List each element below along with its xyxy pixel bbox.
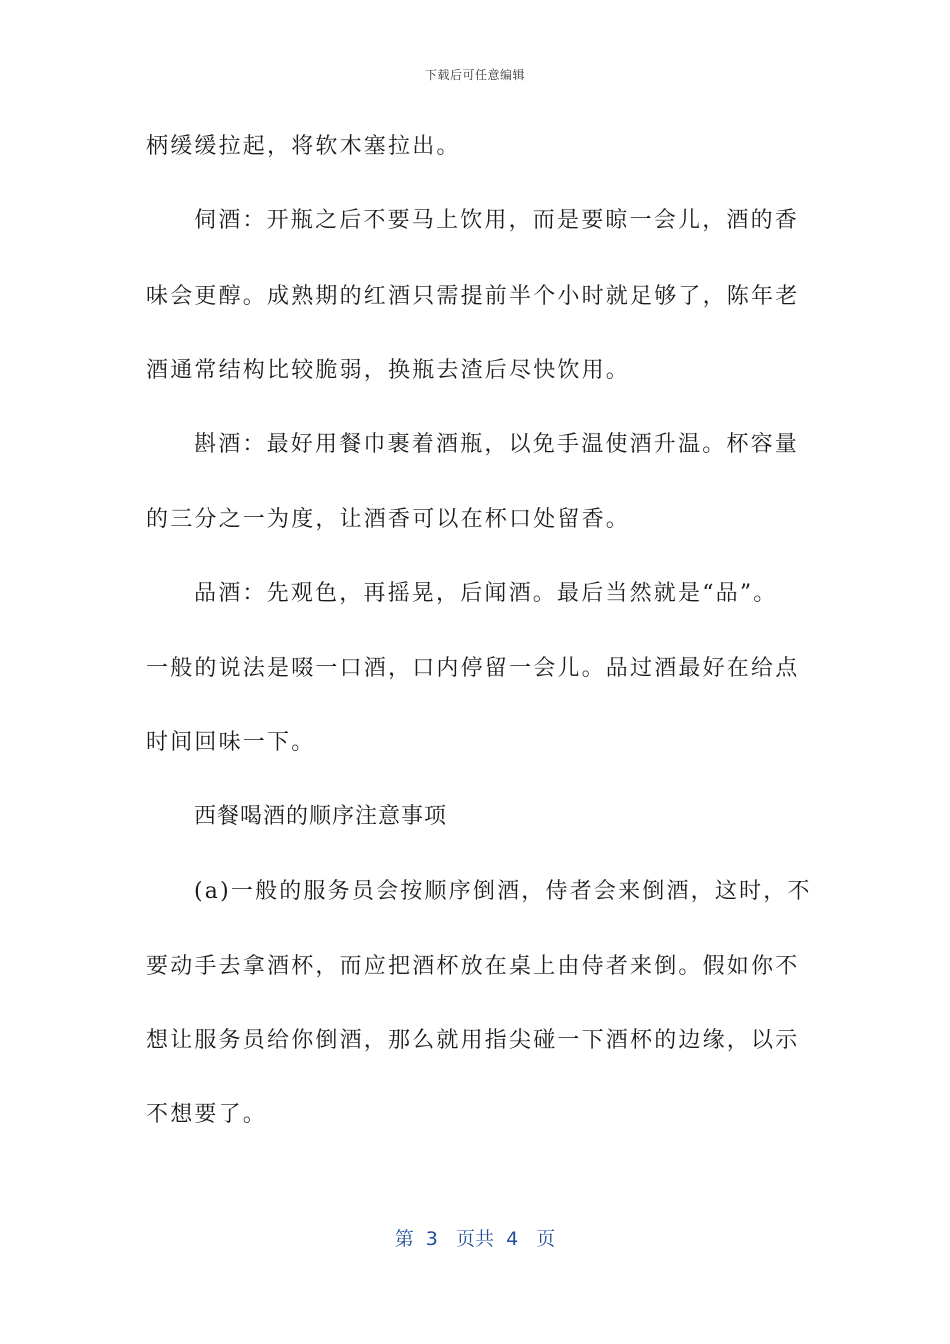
paragraph-line: 不想要了。 bbox=[146, 1102, 268, 1127]
page-header: 下载后可任意编辑 bbox=[424, 68, 525, 82]
paragraph-line: 时间回味一下。 bbox=[146, 730, 316, 755]
paragraph-line: 伺酒：开瓶之后不要马上饮用，而是要晾一会儿，酒的香 bbox=[194, 208, 800, 233]
paragraph-line: 要动手去拿酒杯，而应把酒杯放在桌上由侍者来倒。假如你不 bbox=[146, 954, 800, 979]
paragraph-line: 想让服务员给你倒酒，那么就用指尖碰一下酒杯的边缘，以示 bbox=[146, 1028, 800, 1053]
paragraph-line: 品酒：先观色，再摇晃，后闻酒。最后当然就是“品”。 bbox=[194, 581, 778, 606]
paragraph-line: 酒通常结构比较脆弱，换瓶去渣后尽快饮用。 bbox=[146, 358, 631, 383]
paragraph-line: 斟酒：最好用餐巾裹着酒瓶，以免手温使酒升温。杯容量 bbox=[194, 432, 800, 457]
paragraph-line: 柄缓缓拉起，将软木塞拉出。 bbox=[146, 134, 461, 159]
paragraph-line: 味会更醇。成熟期的红酒只需提前半个小时就足够了，陈年老 bbox=[146, 284, 800, 309]
section-heading: 西餐喝酒的顺序注意事项 bbox=[194, 804, 448, 829]
paragraph-line: 的三分之一为度，让酒香可以在杯口处留香。 bbox=[146, 507, 631, 532]
page-number-footer: 第 3 页共 4 页 bbox=[394, 1228, 556, 1250]
paragraph-line: 一般的说法是啜一口酒，口内停留一会儿。品过酒最好在给点 bbox=[146, 656, 800, 681]
paragraph-line: (a)一般的服务员会按顺序倒酒，侍者会来倒酒，这时，不 bbox=[194, 879, 812, 904]
